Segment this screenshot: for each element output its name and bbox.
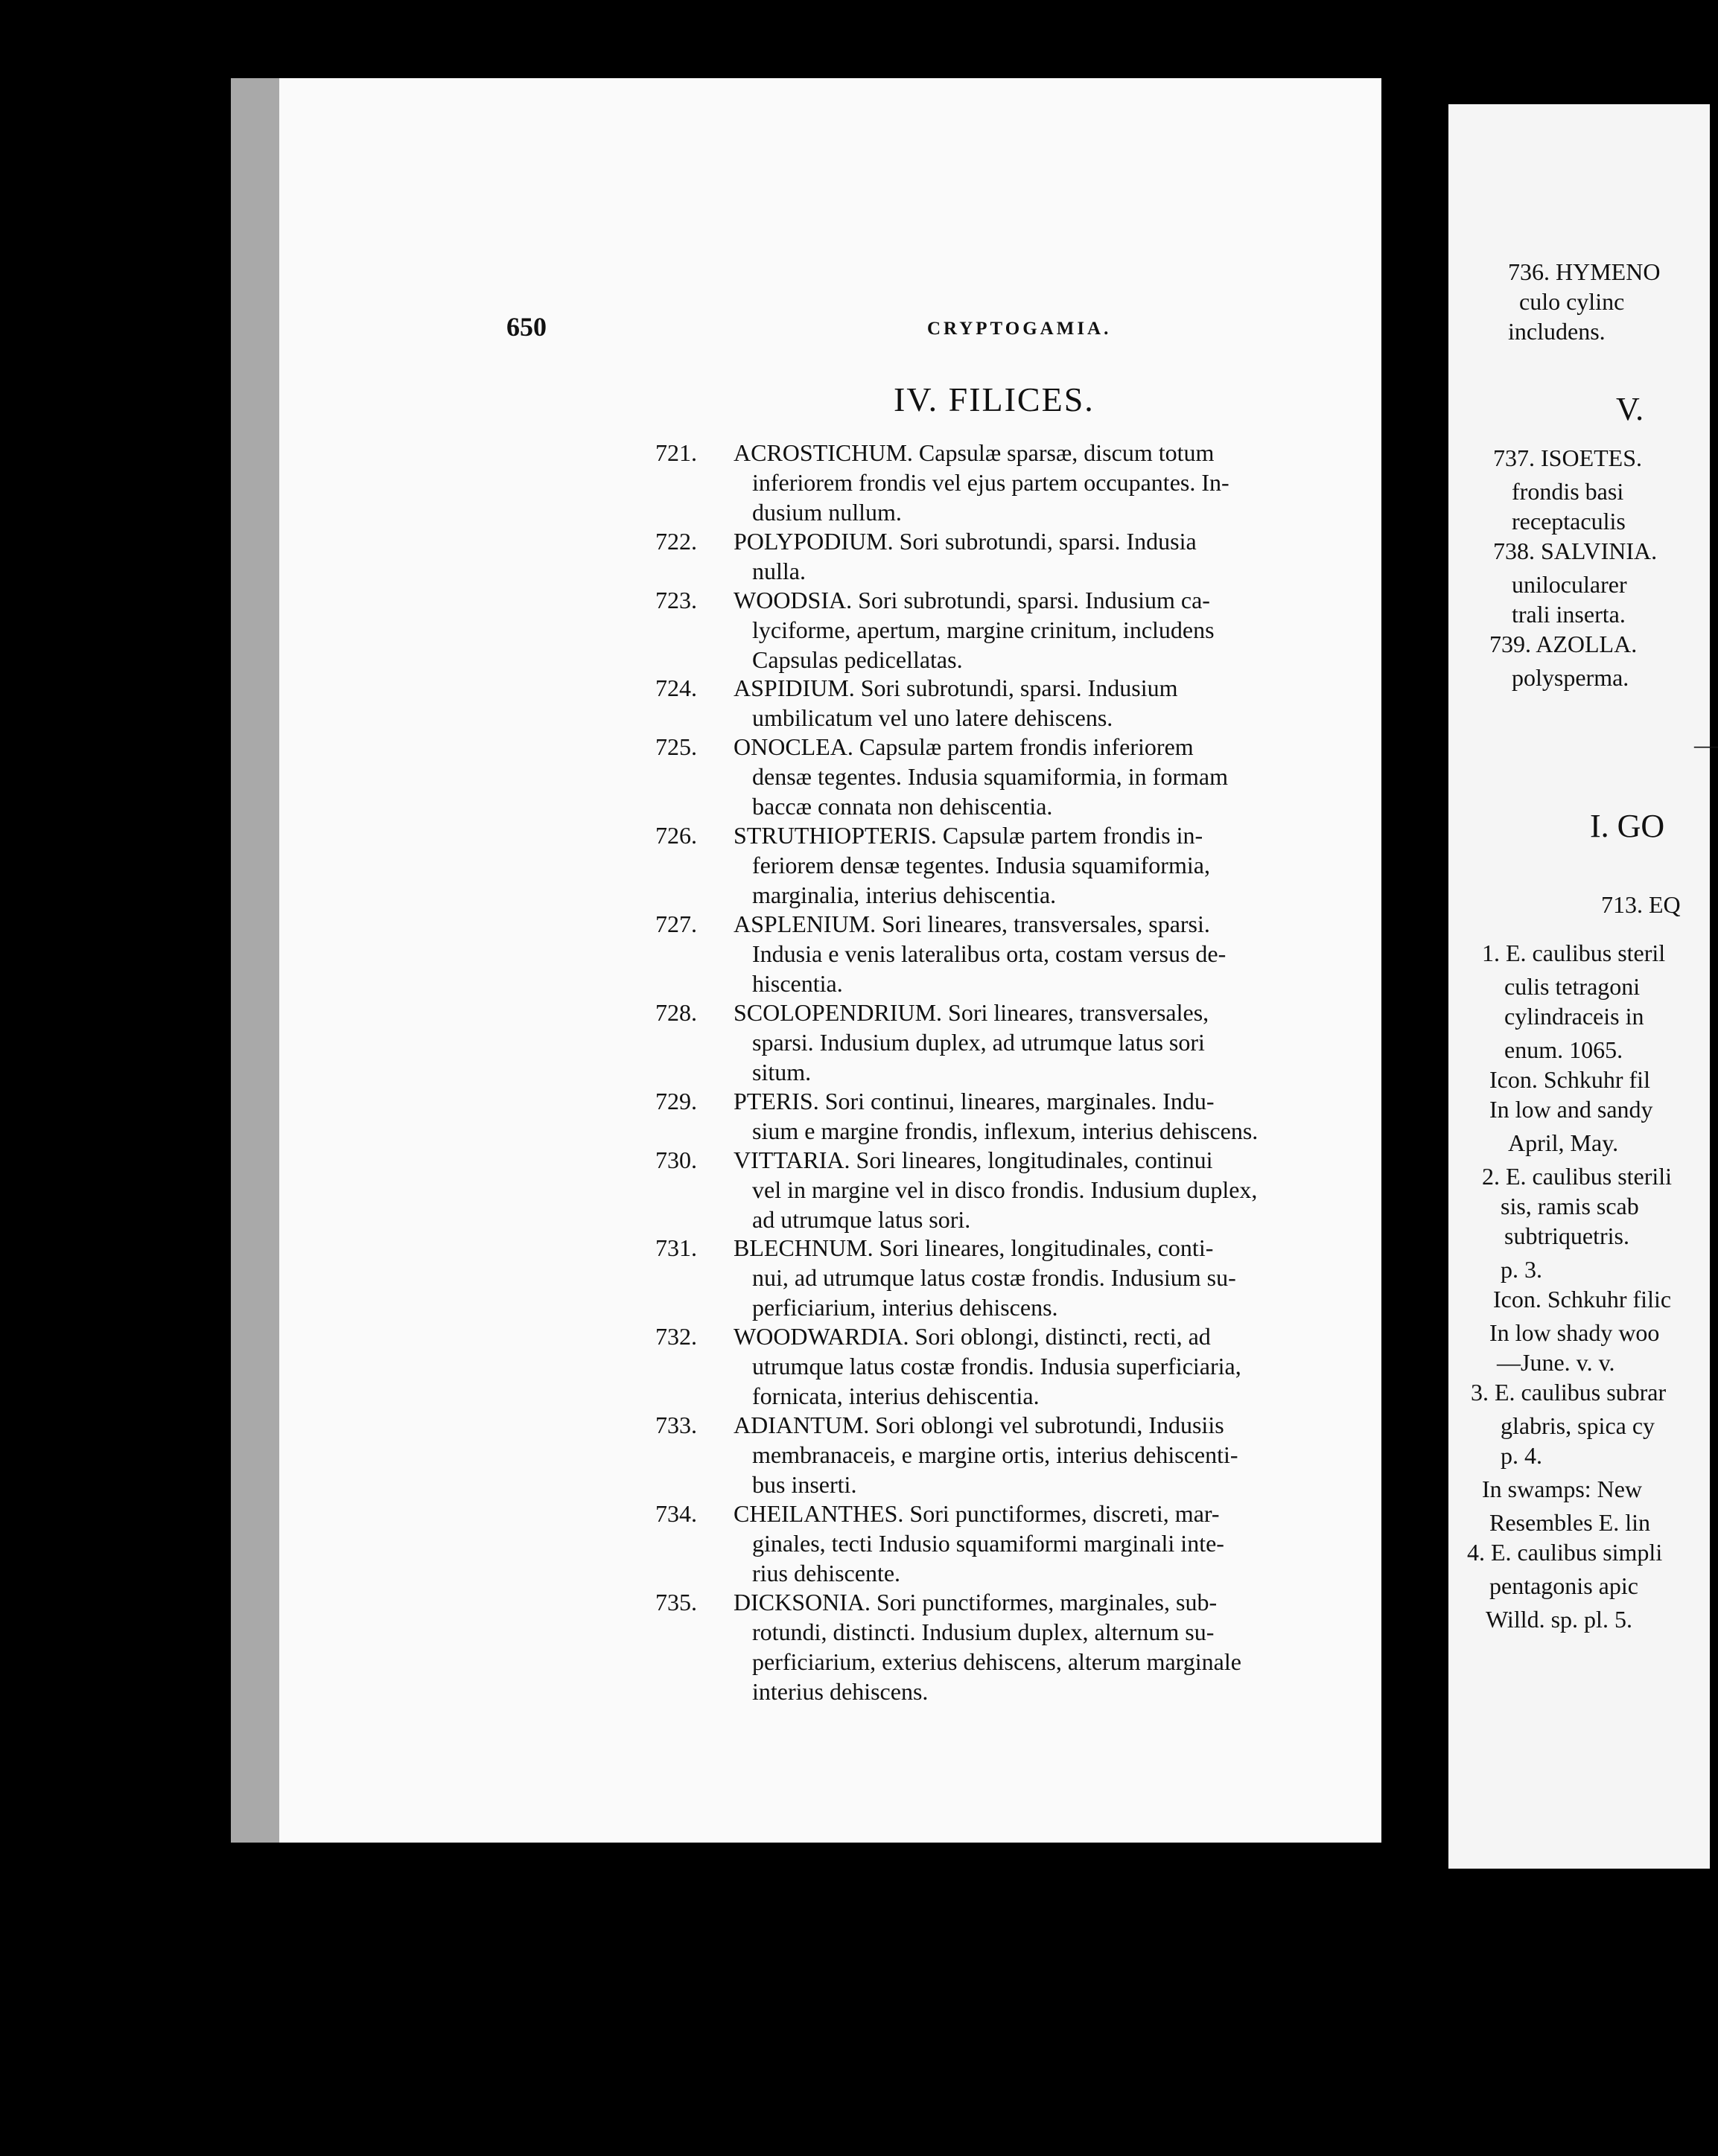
entry-number: 729.: [655, 1088, 697, 1114]
right-page-line: p. 3.: [1501, 1256, 1542, 1283]
entry-line: ASPLENIUM. Sori lineares, transversales, sparsi.: [734, 910, 1210, 937]
entry-line: SCOLOPENDRIUM. Sori lineares, transversales,: [734, 999, 1209, 1026]
entry-line: Capsulas pedicellatas.: [752, 646, 963, 673]
right-page-line: sis, ramis scab: [1501, 1193, 1639, 1219]
entry-line: sparsi. Indusium duplex, ad utrumque latus sori: [752, 1029, 1205, 1056]
entry-line: baccæ connata non dehiscentia.: [752, 793, 1053, 820]
entry-text: [734, 1499, 1352, 1588]
entry-line: umbilicatum vel uno latere dehiscens.: [752, 704, 1113, 731]
entry-text: [734, 909, 1352, 998]
entry-line: nui, ad utrumque latus costæ frondis. Indusium su-: [752, 1264, 1236, 1291]
right-page-line: 1. E. caulibus steril: [1482, 940, 1666, 966]
right-page-line: 738. SALVINIA.: [1493, 538, 1658, 564]
right-page-line: Resembles E. lin: [1489, 1509, 1650, 1536]
entry-line: feriorem densæ tegentes. Indusia squamiformia,: [752, 852, 1210, 878]
right-page-line: V.: [1616, 391, 1644, 427]
entry-number: 732.: [655, 1323, 697, 1350]
right-page-line: receptaculis: [1512, 508, 1626, 535]
entry-number: 726.: [655, 822, 697, 849]
page-number: 650: [506, 312, 547, 342]
entry-line: rotundi, distincti. Indusium duplex, alternum su-: [752, 1618, 1215, 1645]
entry-line: situm.: [752, 1059, 812, 1085]
entry-number: 721.: [655, 439, 697, 466]
entry-number: 727.: [655, 910, 697, 937]
right-page-line: culis tetragoni: [1504, 973, 1641, 1000]
right-page-line: pentagonis apic: [1489, 1572, 1638, 1599]
right-page-line: frondis basi: [1512, 478, 1624, 505]
right-page-line: 739. AZOLLA.: [1489, 631, 1638, 657]
entry-line: perficiarium, exterius dehiscens, alterum marginale: [752, 1648, 1241, 1675]
right-page: [1448, 104, 1718, 1869]
right-page-line: trali inserta.: [1512, 601, 1626, 628]
entry-line: POLYPODIUM. Sori subrotundi, sparsi. Indusia: [734, 528, 1197, 555]
entry-line: PTERIS. Sori continui, lineares, marginales. Indu-: [734, 1088, 1215, 1114]
right-page-line: unilocularer: [1512, 571, 1627, 598]
entry-number: 735.: [655, 1589, 697, 1616]
right-page-line: polysperma.: [1512, 664, 1629, 691]
right-page-line: 4. E. caulibus simpli: [1467, 1539, 1663, 1566]
entry-text: [734, 1233, 1352, 1322]
entry-line: membranaceis, e margine ortis, interius dehiscenti-: [752, 1441, 1238, 1468]
entry-line: DICKSONIA. Sori punctiformes, marginales, sub-: [734, 1589, 1218, 1616]
entry-text: [734, 1086, 1352, 1146]
entry-number: 733.: [655, 1412, 697, 1438]
entry-line: ad utrumque latus sori.: [752, 1206, 971, 1233]
right-page-line: Icon. Schkuhr filic: [1493, 1286, 1672, 1313]
entry-number: 730.: [655, 1146, 697, 1173]
right-page-line: culo cylinc: [1519, 288, 1625, 315]
right-page-line: I. GO: [1590, 808, 1665, 844]
entry-text: [734, 1145, 1352, 1234]
entry-line: rius dehiscente.: [752, 1560, 901, 1586]
entry-line: BLECHNUM. Sori lineares, longitudinales, conti-: [734, 1234, 1214, 1261]
entry-line: vel in margine vel in disco frondis. Indusium duplex,: [752, 1176, 1258, 1203]
entry-text: [734, 1410, 1352, 1499]
entry-line: ONOCLEA. Capsulæ partem frondis inferiorem: [734, 733, 1194, 760]
entry-line: densæ tegentes. Indusia squamiformia, in formam: [752, 763, 1228, 790]
entry-line: inferiorem frondis vel ejus partem occupantes. In-: [752, 469, 1229, 496]
entry-text: [734, 585, 1352, 674]
right-page-line: —June. v. v.: [1497, 1349, 1615, 1376]
running-head: CRYPTOGAMIA.: [927, 319, 1112, 339]
right-page-line: In low shady woo: [1489, 1319, 1660, 1346]
entry-line: lyciforme, apertum, margine crinitum, includens: [752, 616, 1215, 643]
entry-text: [734, 732, 1352, 821]
right-page-line: —: [1694, 731, 1718, 758]
right-page-line: 736. HYMENO: [1508, 258, 1661, 285]
entry-number: 723.: [655, 587, 697, 613]
right-page-line: p. 4.: [1501, 1442, 1542, 1469]
entry-text: [734, 1587, 1352, 1706]
right-page-line: April, May.: [1508, 1129, 1619, 1156]
right-page-line: In low and sandy: [1489, 1096, 1653, 1123]
section-title: IV. FILICES.: [894, 380, 1095, 418]
entry-number: 734.: [655, 1500, 697, 1527]
entry-line: ADIANTUM. Sori oblongi vel subrotundi, Indusiis: [734, 1412, 1224, 1438]
right-page-line: includens.: [1508, 318, 1606, 345]
entry-text: [734, 1321, 1352, 1411]
entry-line: perficiarium, interius dehiscens.: [752, 1294, 1058, 1321]
right-page-line: cylindraceis in: [1504, 1003, 1644, 1030]
entry-line: bus inserti.: [752, 1471, 857, 1498]
entry-text: [734, 998, 1352, 1087]
right-page-line: 3. E. caulibus subrar: [1471, 1379, 1667, 1406]
entry-line: sium e margine frondis, inflexum, interius dehiscens.: [752, 1117, 1259, 1144]
entry-number: 728.: [655, 999, 697, 1026]
right-page-line: Icon. Schkuhr fil: [1489, 1066, 1650, 1093]
entry-line: CHEILANTHES. Sori punctiformes, discreti, mar-: [734, 1500, 1220, 1527]
entry-number: 724.: [655, 674, 697, 701]
right-page-line: Willd. sp. pl. 5.: [1486, 1606, 1632, 1633]
right-page-line: glabris, spica cy: [1501, 1412, 1655, 1439]
entry-line: WOODSIA. Sori subrotundi, sparsi. Indusium ca-: [734, 587, 1210, 613]
entry-line: ACROSTICHUM. Capsulæ sparsæ, discum totum: [734, 439, 1215, 466]
entry-line: marginalia, interius dehiscentia.: [752, 881, 1057, 908]
entry-line: VITTARIA. Sori lineares, longitudinales, continui: [734, 1146, 1213, 1173]
entry-line: hiscentia.: [752, 970, 843, 997]
entry-number: 725.: [655, 733, 697, 760]
right-page-line: enum. 1065.: [1504, 1036, 1623, 1063]
entry-line: ASPIDIUM. Sori subrotundi, sparsi. Indusium: [734, 674, 1178, 701]
entry-line: interius dehiscens.: [752, 1678, 929, 1705]
right-page-line: subtriquetris.: [1504, 1222, 1629, 1249]
entry-line: dusium nullum.: [752, 499, 902, 526]
entry-text: [734, 438, 1352, 527]
entry-line: nulla.: [752, 558, 806, 584]
entry-line: fornicata, interius dehiscentia.: [752, 1382, 1040, 1409]
entry-line: STRUTHIOPTERIS. Capsulæ partem frondis in-: [734, 822, 1203, 849]
page-edge-shadow: [231, 78, 283, 1843]
right-page-line: 713. EQ: [1601, 891, 1681, 918]
right-page-line: In swamps: New: [1482, 1476, 1643, 1502]
entry-number: 722.: [655, 528, 697, 555]
right-page-line: 2. E. caulibus sterili: [1482, 1163, 1673, 1190]
entry-number: 731.: [655, 1234, 697, 1261]
entry-line: ginales, tecti Indusio squamiformi marginali inte-: [752, 1530, 1224, 1557]
entry-text: [734, 820, 1352, 910]
entry-text: [734, 526, 1352, 586]
right-page-line: 737. ISOETES.: [1493, 444, 1642, 471]
entry-text: [734, 673, 1352, 733]
entry-line: Indusia e venis lateralibus orta, costam versus de-: [752, 940, 1227, 967]
entry-line: utrumque latus costæ frondis. Indusia superficiaria,: [752, 1353, 1241, 1380]
entry-line: WOODWARDIA. Sori oblongi, distincti, recti, ad: [734, 1323, 1211, 1350]
